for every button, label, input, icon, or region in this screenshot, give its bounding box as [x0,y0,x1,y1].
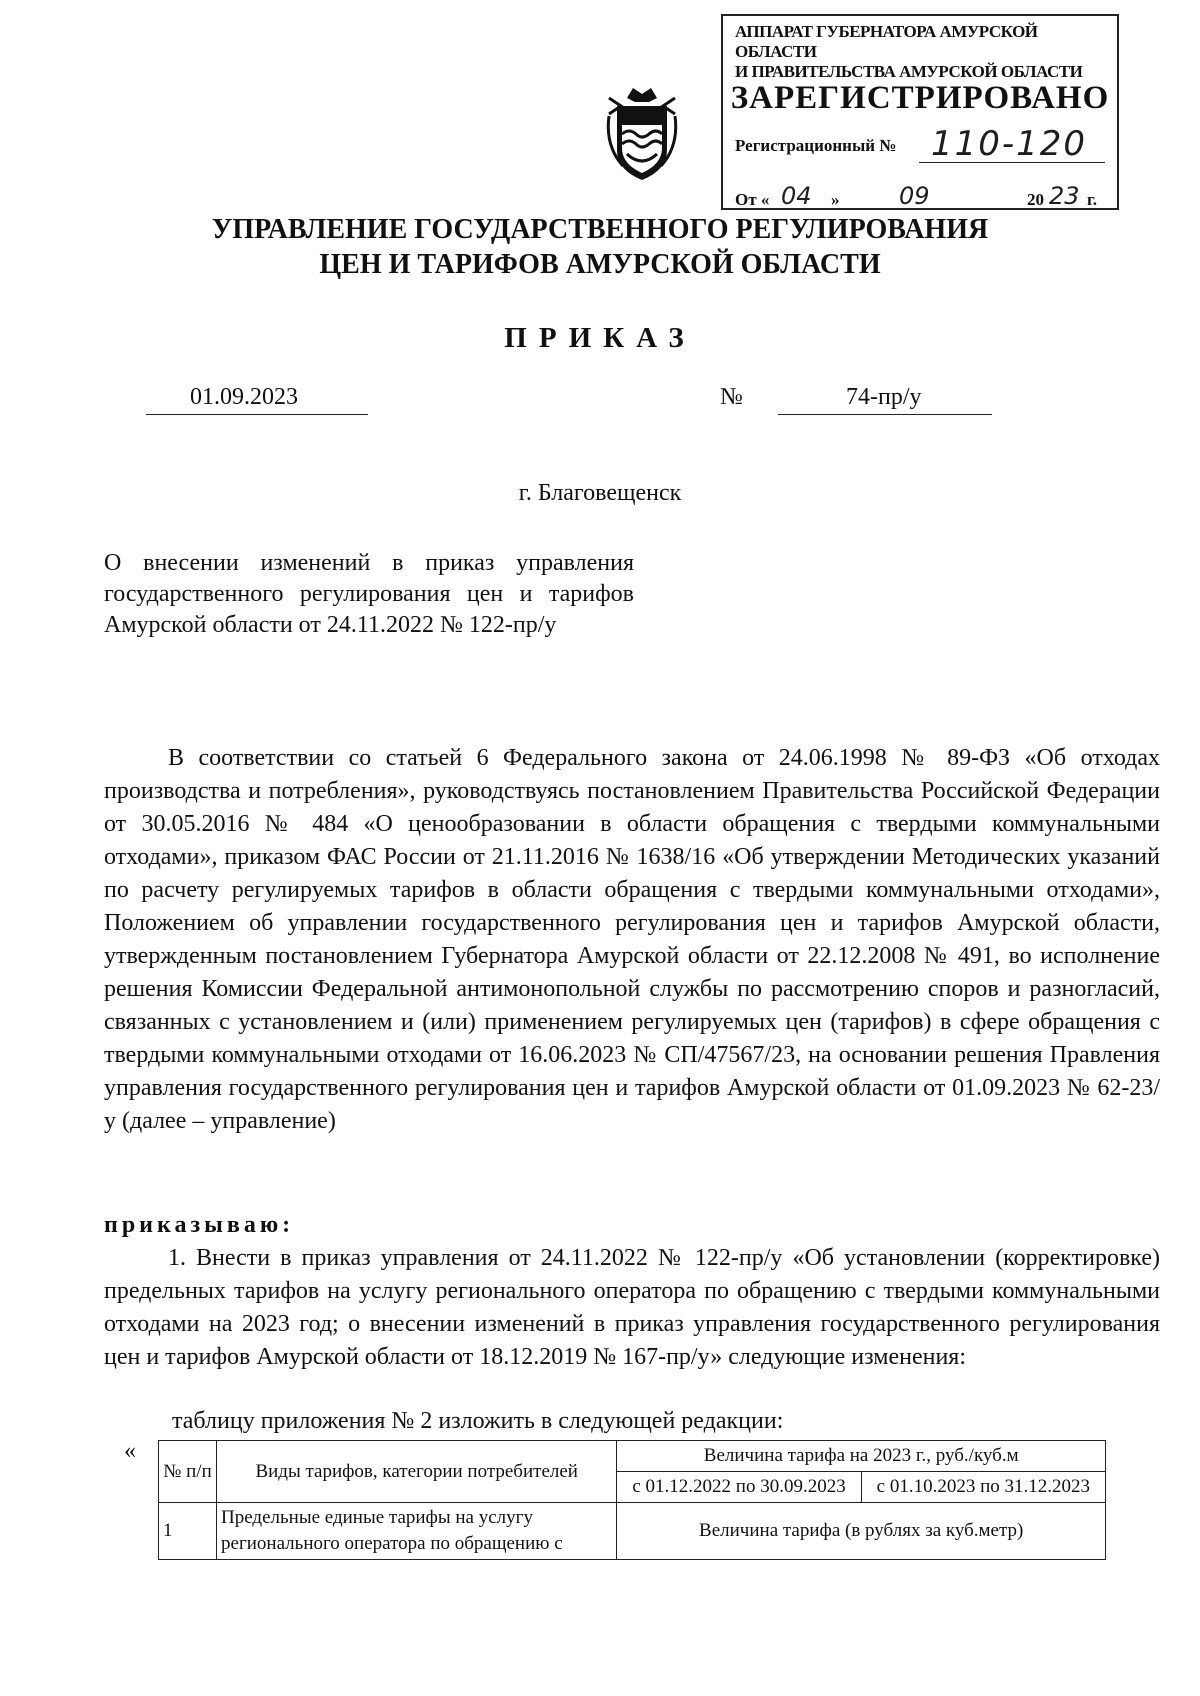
order-number-underline [778,414,992,415]
opening-quote: « [124,1438,136,1464]
order-date: 01.09.2023 [190,384,298,410]
registration-stamp [721,14,1119,210]
preamble-paragraph: В соответствии со статьей 6 Федерального закона от 24.06.1998 № 89-ФЗ «Об отходах производства и потребления», руководствуясь постановлением Правительства Российской Федерации от 30.05.2016 № 484 «О ценообразовании в области обращения с твердыми коммунальными отходами», приказом ФАС России от 21.11.2016 № 1638/16 «Об утверждении Методических указаний по расчету регулируемых тарифов в области обращения с твердыми коммунальными отходами», Положением об управлении государственного регулирования цен и тарифов Амурской области, утвержденным постановлением Губернатора Амурской области от 22.12.2008 № 491, во исполнение решения Комиссии Федеральной антимонопольной службы по рассмотрению споров и разногласий, связанных с установлением и (или) применением регулируемых цен (тарифов) в сфере обращения с твердыми коммунальными отходами от 16.06.2023 № СП/47567/23, на основании решения Правления управления государственного регулирования цен и тарифов Амурской области от 01.09.2023 № 62-23/у (далее – управление) [104,745,1160,1134]
item-1-paragraph: 1. Внести в приказ управления от 24.11.2022 № 122-пр/у «Об установлении (корректировке) предельных тарифов на услугу регионального оператора по обращению с твердыми коммунальными отходами на 2023 год; о внесении изменений в приказ управления государственного регулирования цен и тарифов Амурской области от 18.12.2019 № 167-пр/у» следующие изменения: [104,1245,1160,1370]
stamp-date-prefix: От « [735,190,770,209]
table-row [159,1503,1106,1560]
stamp-date-mid: » [831,190,840,209]
stamp-reg-label: Регистрационный № [735,136,897,155]
city: г. Благовещенск [518,480,682,506]
stamp-date-suffix: г. [1087,190,1098,209]
stamp-org-line1: АППАРАТ ГУБЕРНАТОРА АМУРСКОЙ ОБЛАСТИ [735,22,1038,61]
header-num: № п/п [159,1441,217,1503]
stamp-title: ЗАРЕГИСТРИРОВАНО [730,80,1110,116]
stamp-date [731,182,1115,212]
org-title-line1: УПРАВЛЕНИЕ ГОСУДАРСТВЕННОГО РЕГУЛИРОВАНИЯ [211,214,989,245]
order-date-underline [146,414,368,415]
stamp-date-year-prefix: 20 [1027,190,1044,209]
header-value-group: Величина тарифа на 2023 г., руб./куб.м [617,1441,1106,1472]
header-period-1: с 01.12.2022 по 30.09.2023 [617,1472,861,1503]
header-period-2: с 01.10.2023 по 31.12.2023 [861,1472,1105,1503]
header-types: Виды тарифов, категории потребителей [217,1441,617,1503]
table-header-row [159,1441,1106,1472]
stamp-date-day: 04 [781,182,812,210]
stamp-date-month: 09 [899,182,930,210]
document-type: ПРИКАЗ [504,322,696,354]
stamp-org-line2: И ПРАВИТЕЛЬСТВА АМУРСКОЙ ОБЛАСТИ [735,62,1083,81]
order-number-label: № [720,384,743,410]
stamp-date-year: 23 [1049,182,1080,210]
table-intro: таблицу приложения № 2 изложить в следующей редакции: [172,1408,784,1434]
tariff-table [158,1440,1106,1560]
row-desc: Предельные единые тарифы на услугу регионального оператора по обращению с [217,1503,617,1560]
organization-title [0,212,1200,282]
org-title-line2: ЦЕН И ТАРИФОВ АМУРСКОЙ ОБЛАСТИ [319,249,881,280]
order-word: приказываю: [104,1212,295,1238]
order-subject: О внесении изменений в приказ управления государственного регулирования цен и тарифов Амурской области от 24.11.2022 № 122-пр/у [104,550,634,638]
stamp-reg-number: 110-120 [931,124,1088,164]
order-number: 74-пр/у [846,384,922,410]
row-num: 1 [159,1503,217,1560]
row-value: Величина тарифа (в рублях за куб.метр) [617,1503,1106,1560]
stamp-organization [735,22,1115,82]
coat-of-arms-icon [603,86,681,182]
